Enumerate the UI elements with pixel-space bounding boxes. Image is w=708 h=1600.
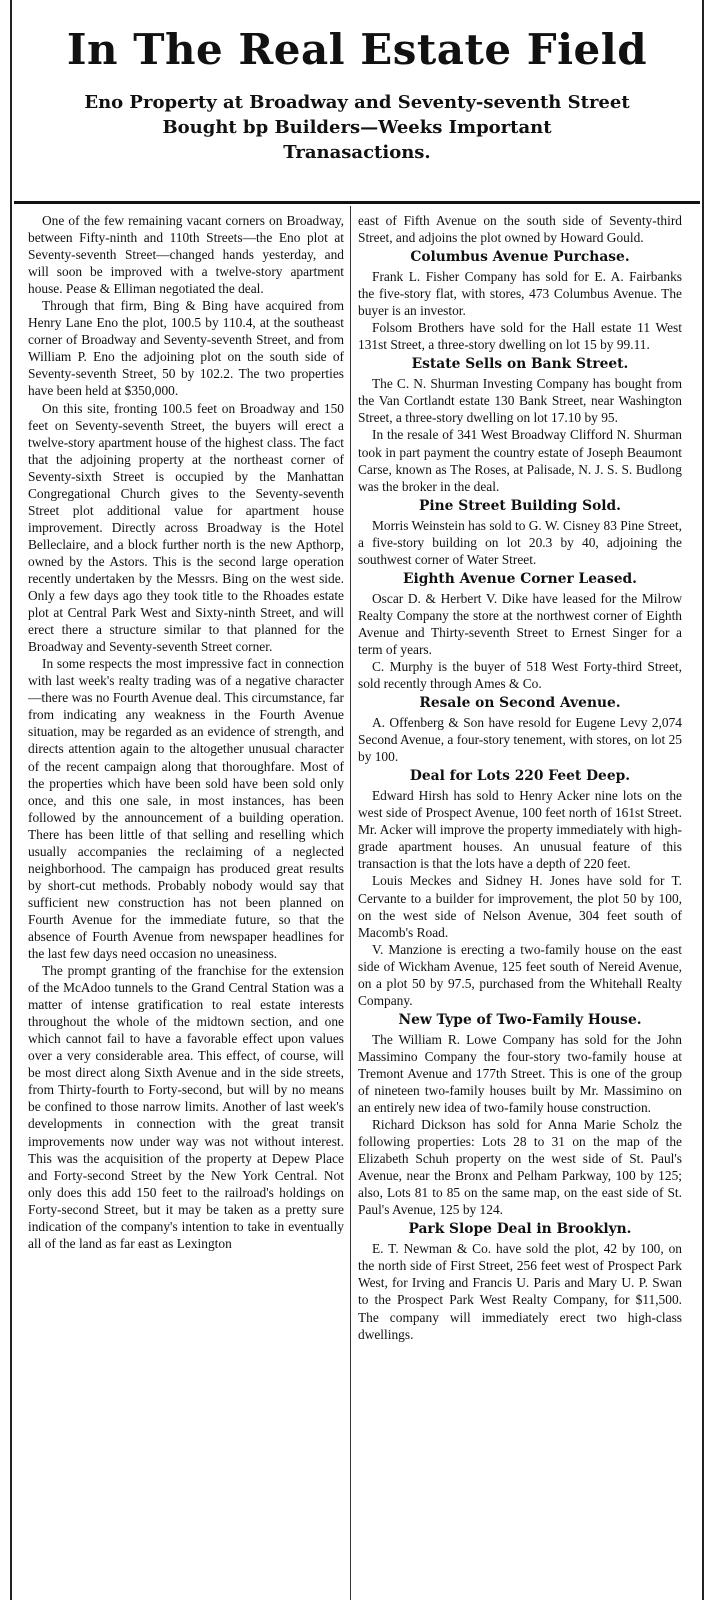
paragraph: Louis Meckes and Sidney H. Jones have sold for T. Cervante to a builder for improvement, the plot 50 by 100, on the west side of Nelson Avenue, 304 feet south of Macomb's Road. xyxy=(358,873,682,940)
section-heading: Park Slope Deal in Brooklyn. xyxy=(408,1221,632,1238)
headline: In The Real Estate Field xyxy=(66,25,648,74)
section-heading: Estate Sells on Bank Street. xyxy=(411,356,629,373)
section-heading: Eighth Avenue Corner Leased. xyxy=(403,570,637,587)
headline-rule xyxy=(14,201,700,204)
column-divider xyxy=(350,206,351,1600)
page-border-left xyxy=(10,0,12,1600)
deck-line: Bought bp Builders—Weeks Important xyxy=(162,117,552,138)
right-column xyxy=(358,212,682,1600)
section-heading: Resale on Second Avenue. xyxy=(419,695,621,712)
section-heading: Deal for Lots 220 Feet Deep. xyxy=(409,768,631,785)
headline-box xyxy=(14,0,700,200)
paragraph: Richard Dickson has sold for Anna Marie Scholz the following properties: Lots 28 to 31 on the map of the Elizabeth Schuh property on the west side of St. Paul's Avenue, near the Bronx and Pelham Parkway, 100 by 125; also, Lots 81 to 85 on the same map, on the east side of St. Paul's Avenue, 125 by 124. xyxy=(358,1117,682,1218)
paragraph: The C. N. Shurman Investing Company has bought from the Van Cortlandt estate 130 Bank Street, near Washington Street, a three-story dwelling on lot 17.10 by 95. xyxy=(358,376,682,426)
deck-line: Tranasactions. xyxy=(283,142,431,163)
paragraph: Frank L. Fisher Company has sold for E. A. Fairbanks the five-story flat, with stores, 473 Columbus Avenue. The buyer is an investor. xyxy=(358,269,682,319)
continued-paragraph: east of Fifth Avenue on the south side of Seventy-third Street, and adjoins the plot owned by Howard Gould. xyxy=(358,213,682,246)
left-column xyxy=(28,212,344,1600)
paragraph: Folsom Brothers have sold for the Hall estate 11 West 131st Street, a three-story dwelling on lot 15 by 99.11. xyxy=(358,320,682,353)
paragraph: In the resale of 341 West Broadway Clifford N. Shurman took in part payment the country estate of Joseph Beaumont Carse, known as The Roses, at Palisade, N. J. S. S. Budlong was the broker in the deal. xyxy=(358,427,682,494)
section-heading: Pine Street Building Sold. xyxy=(419,497,621,514)
section-heading: Columbus Avenue Purchase. xyxy=(410,249,630,266)
section-heading: New Type of Two-Family House. xyxy=(398,1011,642,1028)
paragraph: Edward Hirsh has sold to Henry Acker nine lots on the west side of Prospect Avenue, 100 feet north of 161st Street. Mr. Acker will improve the property immediately with high-grade apartment houses. An unusual feature of this transaction is that the lots have a depth of 220 feet. xyxy=(358,788,682,872)
paragraph: A. Offenberg & Son have resold for Eugene Levy 2,074 Second Avenue, a four-story tenement, with stores, on lot 25 by 100. xyxy=(358,715,682,765)
paragraph: V. Manzione is erecting a two-family house on the east side of Wickham Avenue, 125 feet south of Nereid Avenue, on a plot 50 by 97.5, purchased from the Whitehall Realty Company. xyxy=(358,941,682,1008)
paragraph: One of the few remaining vacant corners on Broadway, between Fifty-ninth and 110th Streets—the Eno plot at Seventy-seventh Street—changed hands yesterday, and will soon be improved with a twelve-story apartment house. Pease & Elliman negotiated the deal. xyxy=(28,213,344,297)
paragraph: Through that firm, Bing & Bing have acquired from Henry Lane Eno the plot, 100.5 by 110.4, at the southeast corner of Broadway and Seventy-seventh Street, and from William P. Eno the adjoining plot on the south side of Seventy-seventh Street, 50 by 102.2. The two properties have been held at $350,000. xyxy=(28,298,344,399)
paragraph: On this site, fronting 100.5 feet on Broadway and 150 feet on Seventy-seventh Street, the buyers will erect a twelve-story apartment house of the highest class. The fact that the adjoining property at the northeast corner of Seventy-sixth Street is occupied by the Manhattan Congregational Church gives to the Seventy-seventh Street plot additional value for apartment house improvement. Directly across Broadway is the Hotel Belleclaire, and a block further north is the new Apthorp, owned by the Astors. This is the second large operation recently undertaken by the Messrs. Bing on the west side. Only a few days ago they took title to the Rhoades estate plot at Central Park West and Sixty-ninth Street, and will erect there a structure similar to that planned for the Broadway and Seventy-seventh Street corner. xyxy=(28,400,344,655)
page-border-right xyxy=(702,0,704,1600)
paragraph: E. T. Newman & Co. have sold the plot, 42 by 100, on the north side of First Street, 256 feet west of Prospect Park West, for Irving and Francis U. Paris and Mary U. P. Swan to the Prospect Park West Realty Company, for $11,500. The company will immediately erect two high-class dwellings. xyxy=(358,1241,682,1342)
deck-headline xyxy=(14,90,700,165)
paragraph: In some respects the most impressive fact in connection with last week's realty trading was of a negative character—there was no Fourth Avenue deal. This circumstance, far from indicating any weakness in the Fourth Avenue situation, may be regarded as an evidence of strength, and directs attention again to the altogether unusual character of the recent campaign along that thoroughfare. Most of the properties which have been sold have been sold only once, and this one sale, in most instances, has been followed by the announcement of a building operation. There has been little of that selling and reselling which usually accompanies the reclaiming of a neglected neighborhood. The campaign has produced great results by short-cut methods. Probably nobody would say that sufficient new construction has not been planned on Fourth Avenue for the immediate future, so that the absence of Fourth Avenue from newspaper headlines for the last few days need occasion no uneasiness. xyxy=(28,656,344,962)
paragraph: The William R. Lowe Company has sold for the John Massimino Company the four-story two-family house at Tremont Avenue and 177th Street. This is one of the group of nineteen two-family houses built by Mr. Massimino on an entirely new idea of two-family house construction. xyxy=(358,1031,682,1116)
paragraph: Oscar D. & Herbert V. Dike have leased for the Milrow Realty Company the store at the northwest corner of Eighth Avenue and Thirty-seventh Street to Ernest Singer for a term of years. xyxy=(358,590,682,657)
paragraph: C. Murphy is the buyer of 518 West Forty-third Street, sold recently through Ames & Co. xyxy=(358,658,682,692)
deck-line: Eno Property at Broadway and Seventy-seventh Street xyxy=(84,92,630,113)
paragraph: The prompt granting of the franchise for the extension of the McAdoo tunnels to the Grand Central Station was a matter of intense gratification to real estate interests throughout the whole of the midtown section, and one which cannot fail to have a favorable effect upon values over a very considerable area. This effect, of course, will be most direct along Sixth Avenue and in the side streets, from Thirty-fourth to Forty-second, but will by no means be confined to those narrow limits. Another of last week's developments in connection with the great transit improvements now under way was not without interest. This was the acquisition of the property at Depew Place and Forty-second Street by the New York Central. Not only does this add 150 feet to the railroad's holdings on Forty-second Street, but it may be taken as a pretty sure indication of the company's intention to take in eventually all of the land as far east as Lexington xyxy=(28,963,344,1251)
paragraph: Morris Weinstein has sold to G. W. Cisney 83 Pine Street, a five-story building on lot 20.3 by 40, adjoining the southwest corner of Water Street. xyxy=(358,517,682,567)
